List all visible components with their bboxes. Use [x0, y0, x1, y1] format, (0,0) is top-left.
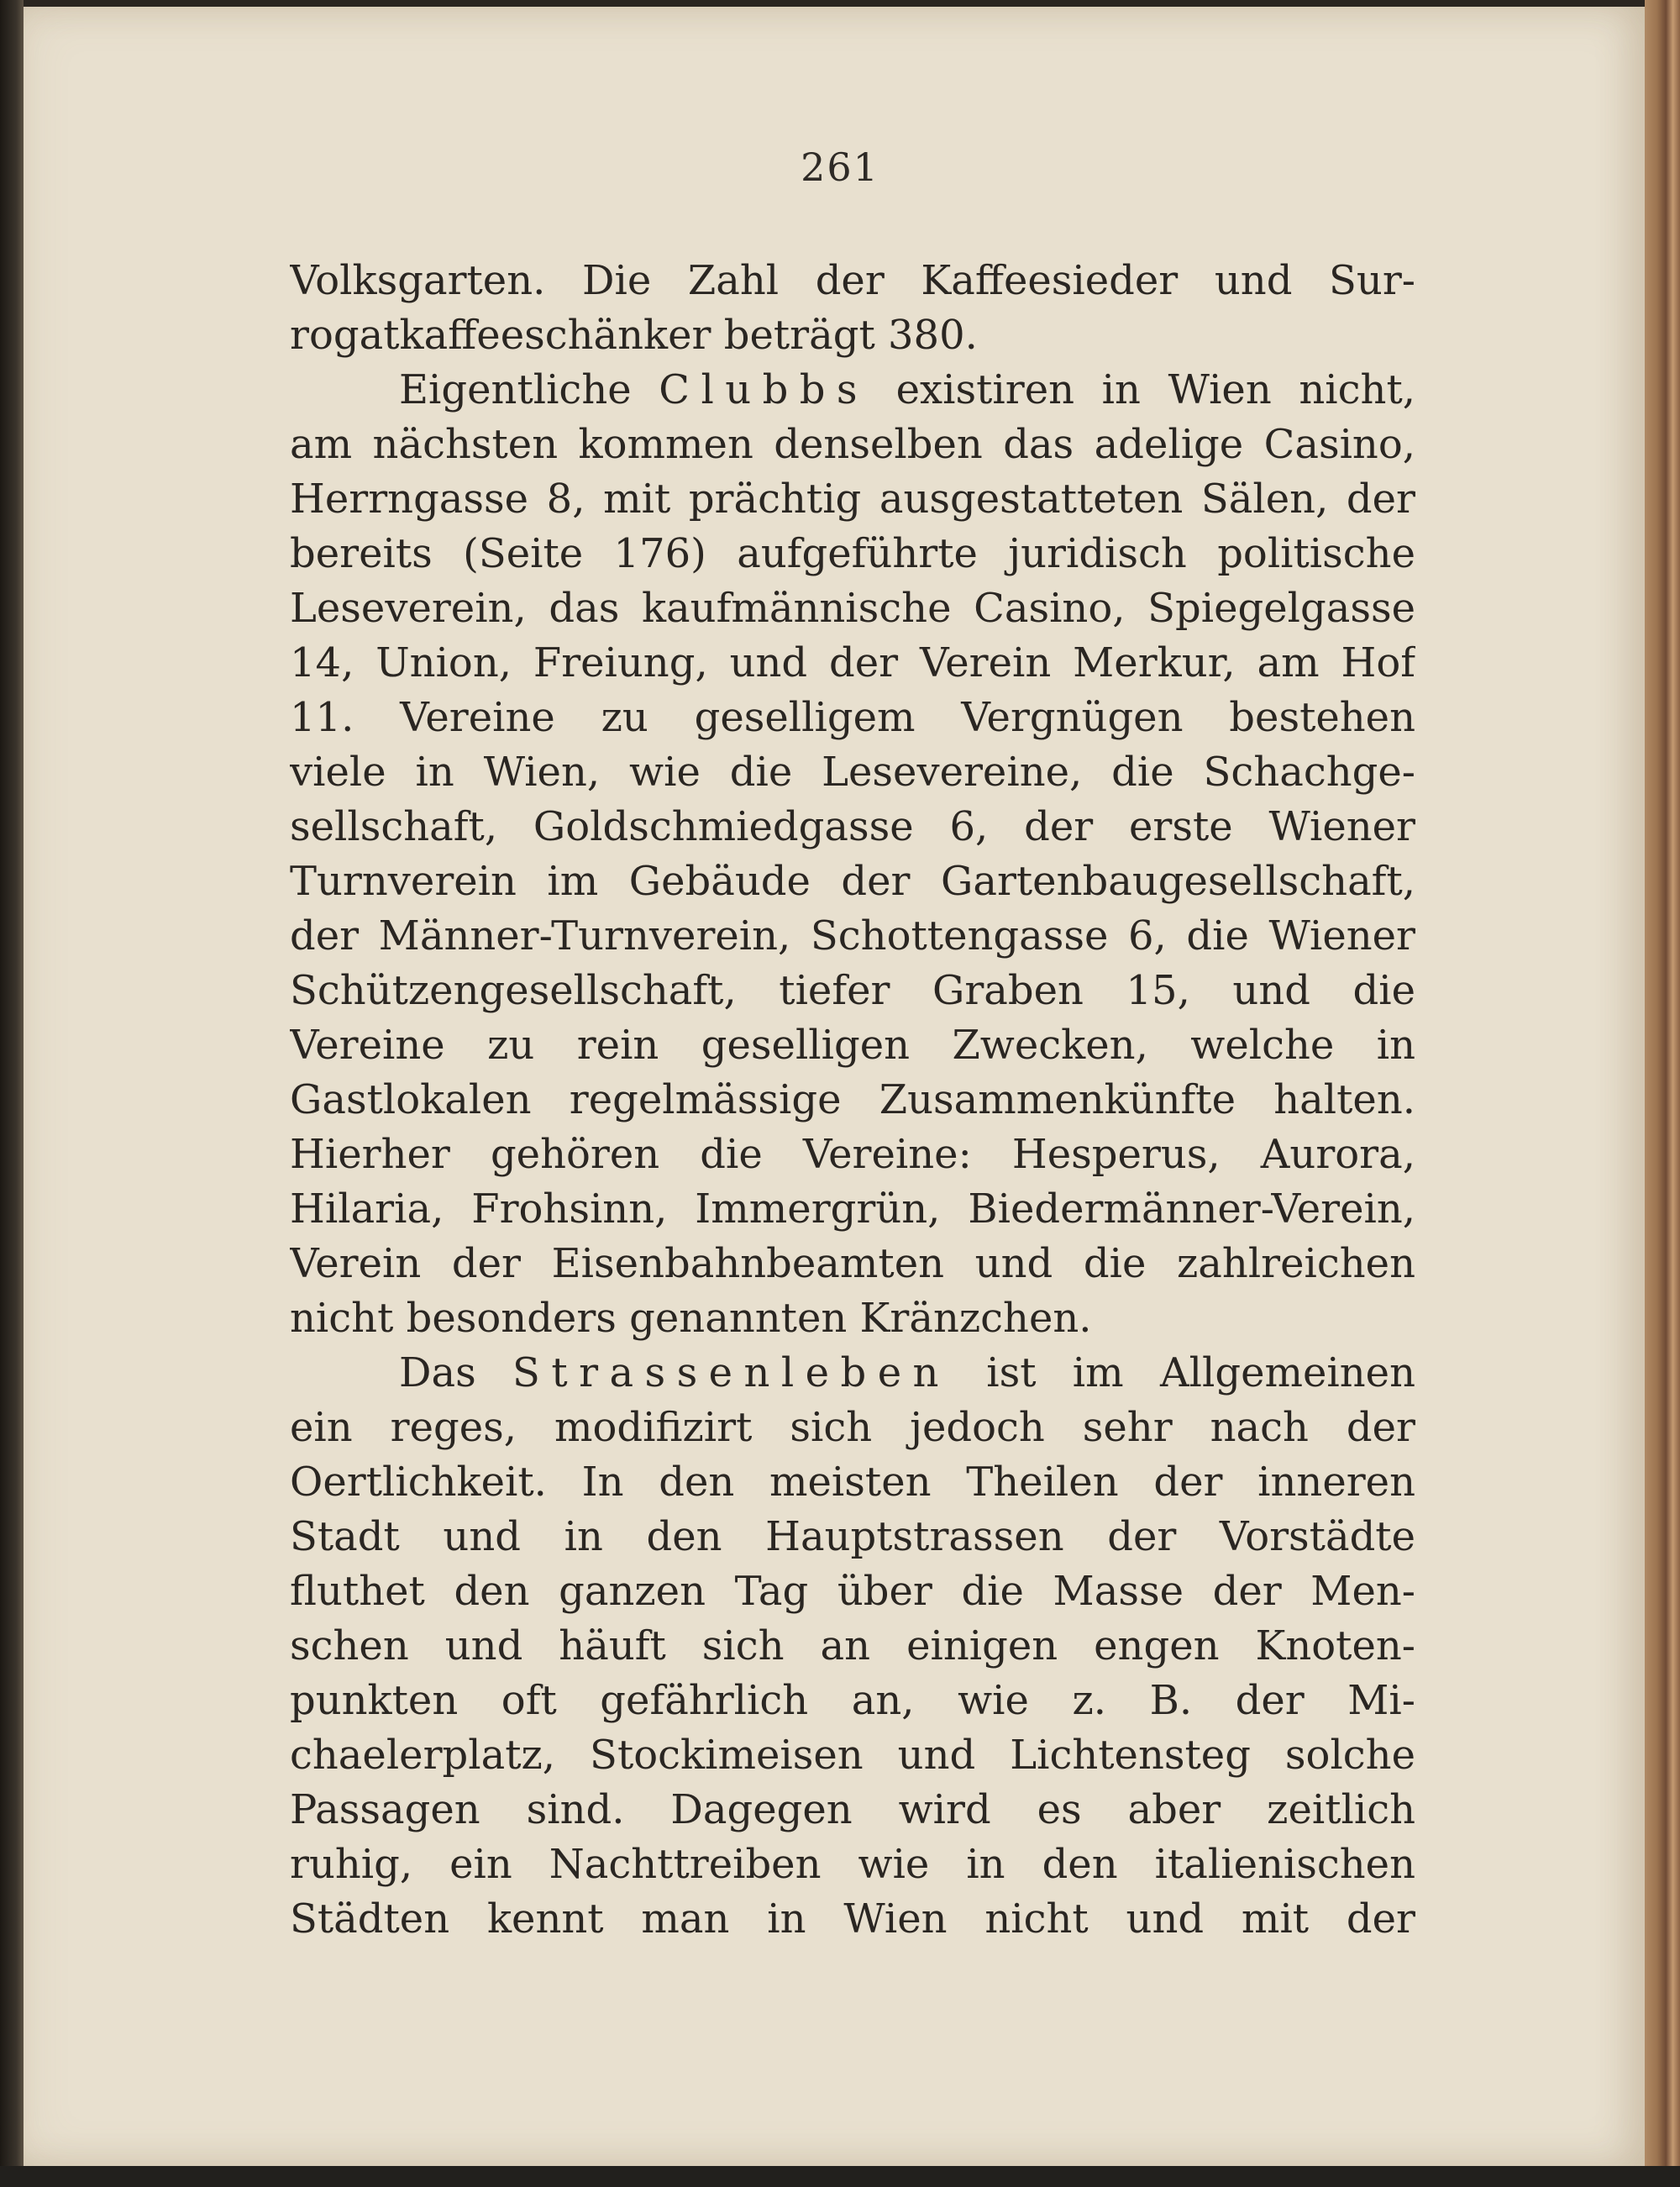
text-line: viele in Wien, wie die Lesevereine, die Schachge- [290, 749, 1415, 796]
body-text [290, 254, 1415, 1947]
text-line: Leseverein, das kaufmännische Casino, Spiegelgasse [290, 585, 1415, 632]
text-line: ein reges, modifizirt sich jedoch sehr nach der [290, 1404, 1415, 1451]
text-line: nicht besonders genannten Kränzchen. [290, 1295, 1092, 1342]
text-line: Passagen sind. Dagegen wird es aber zeitlich [290, 1786, 1415, 1833]
text-line: fluthet den ganzen Tag über die Masse der Men- [290, 1568, 1415, 1615]
text-line: Hierher gehören die Vereine: Hesperus, Aurora, [290, 1131, 1415, 1178]
text-line: Verein der Eisenbahnbeamten und die zahlreichen [290, 1240, 1415, 1287]
text-line: Turnverein im Gebäude der Gartenbaugesellschaft, [290, 858, 1415, 905]
text-run: existiren in Wien nicht, [869, 366, 1415, 413]
text-line [290, 1346, 1415, 1401]
text-line: am nächsten kommen denselben das adelige Casino, [290, 421, 1415, 468]
text-line: 11. Vereine zu geselligem Vergnügen bestehen [290, 694, 1415, 741]
text-line: chaelerplatz, Stockimeisen und Lichtensteg solche [290, 1732, 1415, 1779]
text-run: Eigentliche [399, 366, 659, 413]
book-binding-left [0, 0, 24, 2187]
text-run: Das [399, 1349, 513, 1396]
text-run: ist im Allgemeinen [949, 1349, 1415, 1396]
text-line: Schützengesellschaft, tiefer Graben 15, und die [290, 967, 1415, 1014]
text-line: bereits (Seite 176) aufgeführte juridisch politische [290, 530, 1415, 577]
text-line: der Männer-Turnverein, Schottengasse 6, die Wiener [290, 912, 1415, 959]
text-line: ruhig, ein Nachttreiben wie in den italienischen [290, 1841, 1415, 1888]
text-line: Vereine zu rein geselligen Zwecken, welche in [290, 1022, 1415, 1069]
text-line: punkten oft gefährlich an, wie z. B. der Mi- [290, 1677, 1415, 1724]
text-line: Städten kennt man in Wien nicht und mit der [290, 1895, 1415, 1943]
emphasized-term: Clubbs [659, 366, 869, 413]
text-line: Herrngasse 8, mit prächtig ausgestatteten Sälen, der [290, 476, 1415, 523]
text-line: rogatkaffeeschänker beträgt 380. [290, 312, 978, 359]
text-line [290, 363, 1415, 418]
page-edge-right [1645, 0, 1680, 2187]
emphasized-term: Strassenleben [512, 1349, 950, 1396]
text-line: Hilaria, Frohsinn, Immergrün, Biedermänner-Verein, [290, 1186, 1415, 1233]
page-number: 261 [801, 145, 879, 190]
text-line: schen und häuft sich an einigen engen Knoten- [290, 1622, 1415, 1669]
text-line: Oertlichkeit. In den meisten Theilen der inneren [290, 1459, 1415, 1506]
text-line: Stadt und in den Hauptstrassen der Vorstädte [290, 1513, 1415, 1560]
text-line: Gastlokalen regelmässige Zusammenkünfte halten. [290, 1076, 1415, 1123]
text-line: Volksgarten. Die Zahl der Kaffeesieder und Sur- [290, 257, 1415, 304]
text-line: sellschaft, Goldschmiedgasse 6, der erste Wiener [290, 803, 1415, 850]
scan-border-bottom [0, 2166, 1680, 2187]
text-line: 14, Union, Freiung, und der Verein Merkur, am Hof [290, 639, 1415, 686]
